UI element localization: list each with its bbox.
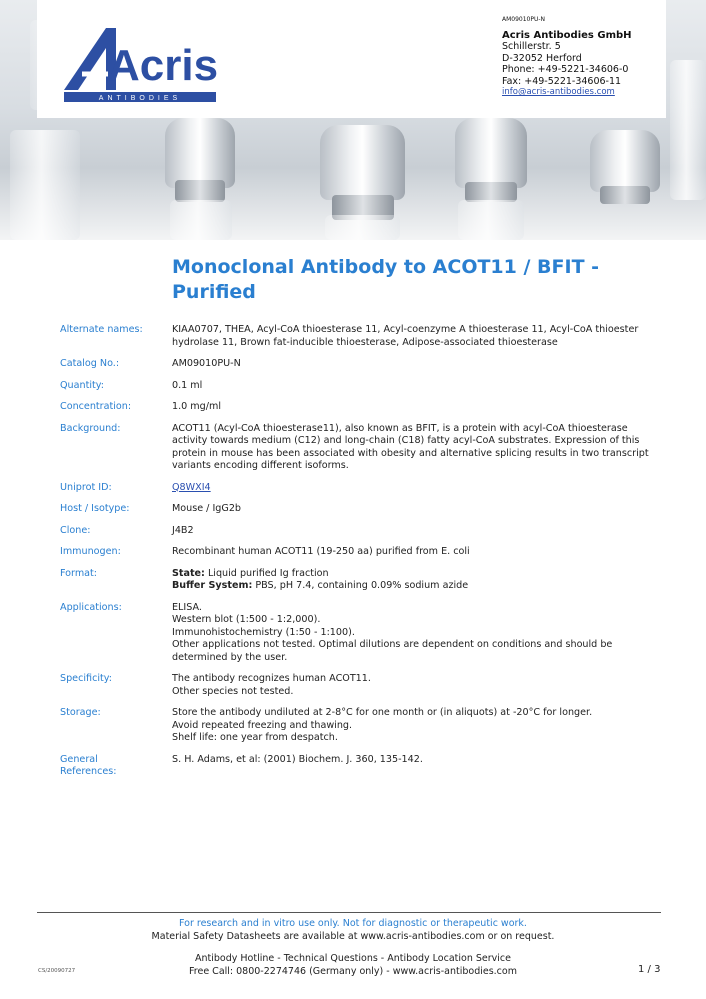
freecall-text: Free Call: 0800-2274746 (Germany only) - www.acris-antibodies.com	[189, 966, 517, 977]
field-quantity: Quantity: 0.1 ml	[60, 379, 203, 391]
company-phone: Phone: +49-5221-34606-0	[502, 64, 629, 75]
field-format: Format: State: Liquid purified Ig fraction Buffer System: PBS, pH 7.4, containing 0.09% sodium azide	[60, 567, 469, 591]
field-uniprot: Uniprot ID: Q8WXI4	[60, 481, 211, 493]
company-city: D-32052 Herford	[502, 52, 582, 64]
doc-id: CS/20090727	[38, 968, 76, 974]
field-concentration: Concentration: 1.0 mg/ml	[60, 401, 221, 412]
company-street: Schillerstr. 5	[502, 41, 561, 52]
research-notice: For research and in vitro use only. Not for diagnostic or therapeutic work.	[179, 918, 527, 929]
logo-subtext: ANTIBODIES	[98, 95, 182, 102]
page-number: 1 / 3	[638, 964, 661, 975]
field-clone: Clone: J4B2	[60, 524, 194, 536]
vial-image	[165, 118, 235, 188]
acris-logo	[60, 18, 220, 108]
field-specificity: Specificity: The antibody recognizes human ACOT11. Other species not tested.	[60, 673, 371, 697]
logo-wordmark: Acris	[108, 41, 219, 90]
uniprot-link[interactable]: Q8WXI4	[172, 481, 211, 493]
hotline-text: Antibody Hotline - Technical Questions - Antibody Location Service	[195, 953, 511, 964]
field-immunogen: Immunogen: Recombinant human ACOT11 (19-250 aa) purified from E. coli	[60, 546, 470, 557]
msds-notice: Material Safety Datasheets are available at www.acris-antibodies.com or on request.	[151, 931, 555, 942]
company-fax: Fax: +49-5221-34606-11	[502, 75, 622, 87]
company-address	[502, 14, 632, 99]
field-catalog: Catalog No.: AM09010PU-N	[60, 358, 241, 369]
field-background: Background: ACOT11 (Acyl-CoA thioesterase11), also known as BFIT, is a protein with acyl-CoA thioesterase activity towards medium (C12) and long-chain (C18) fatty acyl-CoA substrates. Expression of this protein in mouse has been associated with obesity and alternative splicing results in two transcript variants encoding different isoforms.	[60, 422, 649, 471]
datasheet-fields	[60, 324, 660, 788]
page-title: Monoclonal Antibody to ACOT11 / BFIT - Purified	[172, 256, 600, 303]
company-name: Acris Antibodies GmbH	[502, 29, 632, 41]
doc-code: AM09010PU-N	[502, 16, 546, 23]
field-references: General References: S. H. Adams, et al: (2001) Biochem. J. 360, 135-142.	[60, 753, 423, 777]
footer-divider	[37, 912, 661, 913]
field-host: Host / Isotype: Mouse / IgG2b	[60, 503, 242, 514]
field-applications: Applications: ELISA. Western blot (1:500 - 1:2,000). Immunohistochemistry (1:50 - 1:100). Other applications not tested. Optimal dilutions are dependent on conditions and should be determined by the user.	[60, 601, 613, 663]
field-alternate-names: Alternate names: KIAA0707, THEA, Acyl-CoA thioesterase 11, Acyl-coenzyme A thioesterase 11, Acyl-CoA thioester hydrolase 11, Brown fat-inducible thioesterase, Adipose-associated thioesterase	[60, 324, 639, 348]
company-email-link[interactable]: info@acris-antibodies.com	[502, 87, 615, 97]
field-storage: Storage: Store the antibody undiluted at 2-8°C for one month or (in aliquots) at -20°C for longer. Avoid repeated freezing and thawing. Shelf life: one year from despatch.	[60, 707, 593, 743]
